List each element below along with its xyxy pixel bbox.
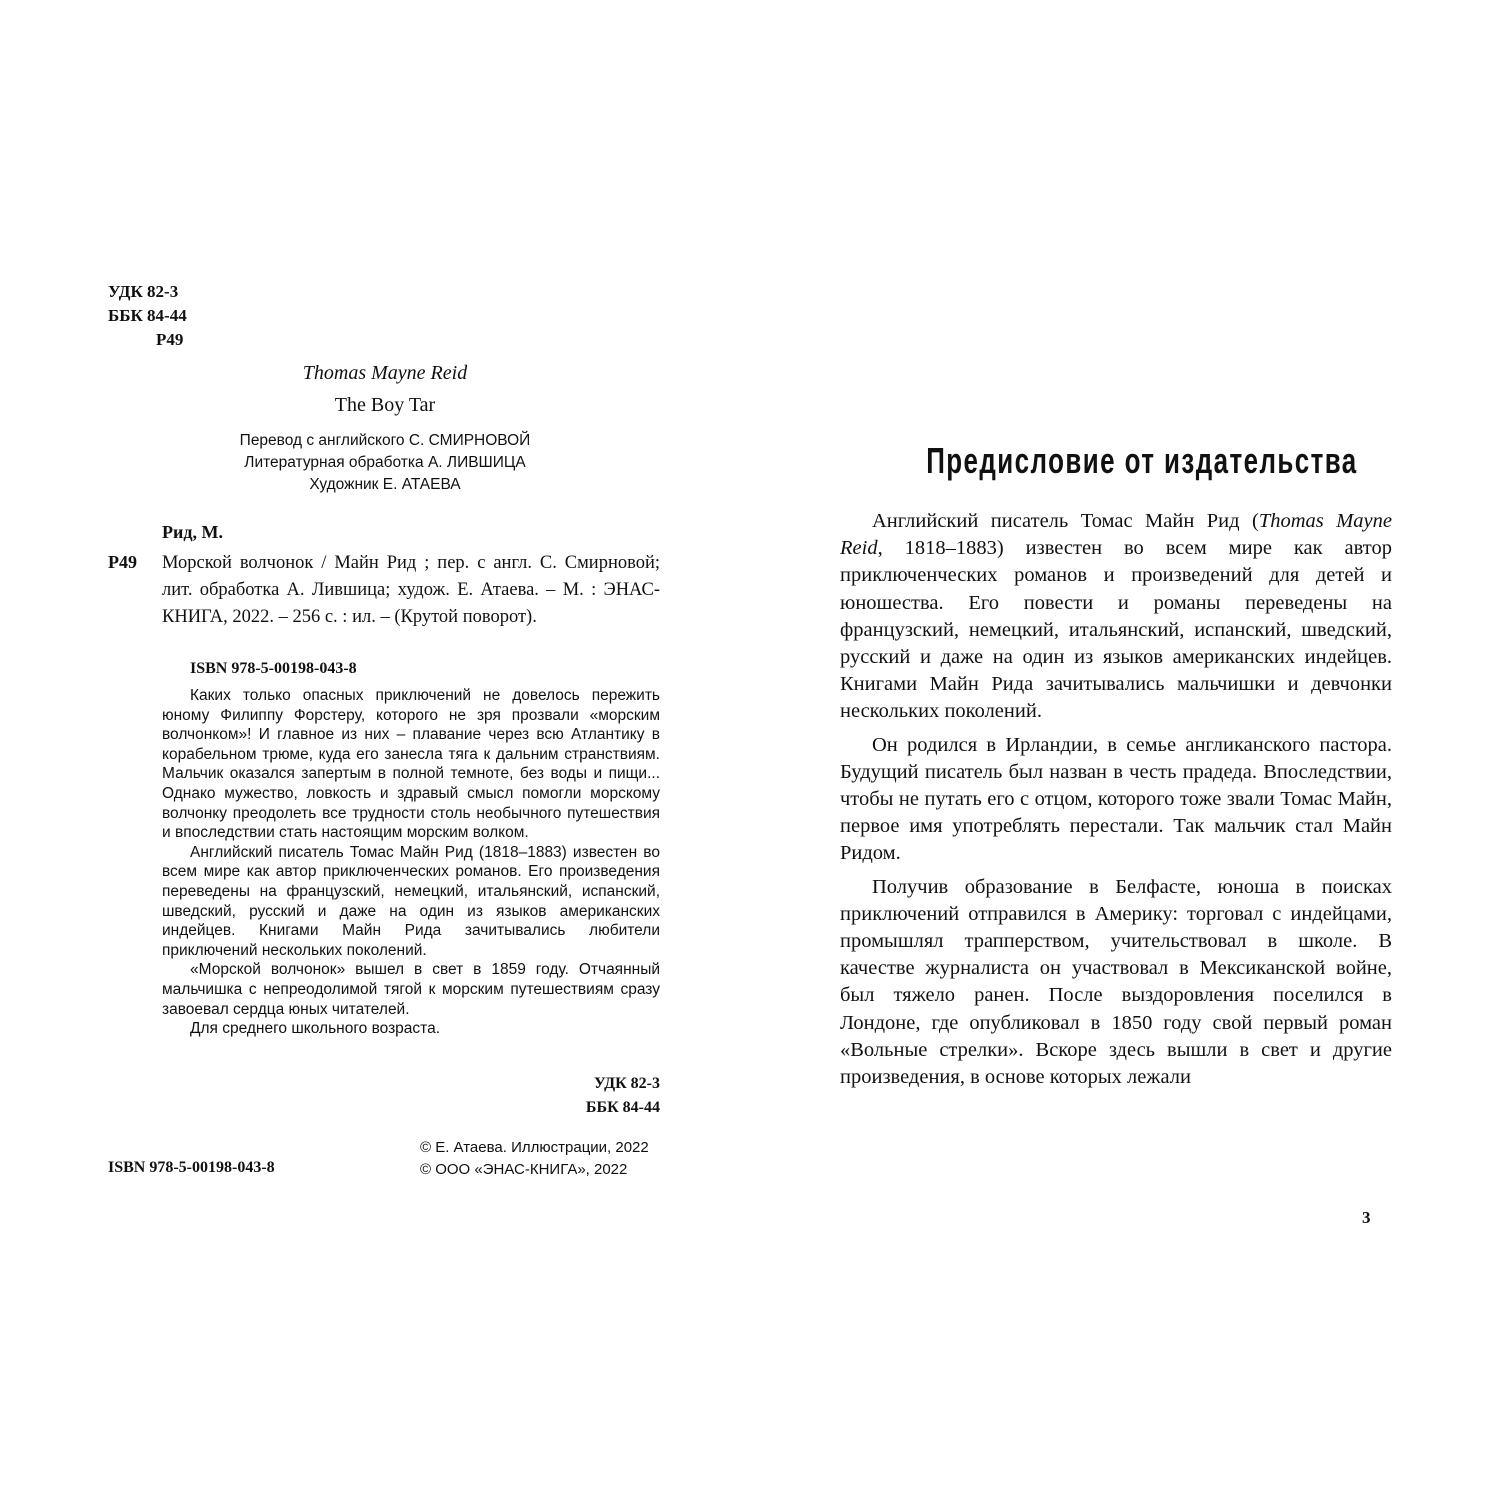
translator-credit: Перевод с английского С. СМИРНОВОЙ [239, 432, 531, 449]
copyright-block [420, 1137, 665, 1181]
editor-credit: Литературная обработка А. ЛИВШИЦА [244, 454, 526, 471]
classification-codes-bottom [586, 1072, 660, 1120]
page-number: 3 [1362, 1208, 1371, 1227]
credits [110, 430, 660, 496]
author-name-italic: Thomas Mayne Reid [840, 510, 1393, 560]
title-block [110, 360, 660, 496]
page-title: Предисловие от издательства [926, 440, 1358, 481]
paragraph-text: , 1818–1883) известен во всем мире как автор приключенческих романов и произведений для детей и юношества. Его повести и романы переведены на французский, немецкий, итальянский, испанский, шведский, русский и даже на один из языков американских индейцев. Книгами Майн Рида зачитывались мальчишки и девчонки нескольких поколений. [840, 537, 1392, 723]
bibliographic-code: Р49 [108, 552, 137, 572]
bibliographic-author: Рид, М. [162, 522, 223, 542]
right-page [750, 0, 1500, 1500]
annotation-paragraph: Для среднего школьного возраста. [190, 1020, 441, 1038]
bibliographic-description: Морской волчонок / Майн Рид ; пер. с англ. С. Смирновой; лит. обработка А. Лившица; худож. Е. Атаева. – М. : ЭНАС-КНИГА, 2022. – 256 с. : ил. – (Крутой поворот). [162, 553, 660, 627]
copyright-illustrations: © Е. Атаева. Иллюстрации, 2022 [420, 1139, 649, 1156]
isbn-bottom: ISBN 978-5-00198-043-8 [108, 1159, 275, 1176]
udk-code: УДК 82-3 [108, 282, 179, 301]
author-mark: Р49 [156, 330, 184, 349]
udk-code-bottom: УДК 82-3 [593, 1075, 660, 1092]
annotation-paragraph: «Морской волчонок» вышел в свет в 1859 году. Отчаянный мальчишка с непреодолимой тягой к морским путешествиям сразу завоевал сердца юных читателей. [162, 961, 660, 1018]
copyright-publisher: © ООО «ЭНАС-КНИГА», 2022 [420, 1161, 628, 1178]
illustrator-credit: Художник Е. АТАЕВА [309, 476, 461, 493]
paragraph-text: Английский писатель Томас Майн Рид ( [872, 510, 1259, 532]
bbk-code: ББК 84-44 [108, 306, 187, 325]
isbn: ISBN 978-5-00198-043-8 [190, 660, 357, 677]
classification-codes [108, 280, 187, 352]
preface-paragraph: Получив образование в Белфасте, юноша в поисках приключений отправился в Америку: торговал с индейцами, промышлял трапперством, учительствовал в школе. В качестве журналиста он участвовал в Мексиканской войне, был тяжело ранен. После выздоровления поселился в Лондоне, где опубликовал в 1850 году свой первый роман «Вольные стрелки». Вскоре здесь вышли в свет и другие произведения, в основе которых лежали [840, 875, 1392, 1089]
bbk-code-bottom: ББК 84-44 [585, 1099, 660, 1116]
original-title: The Boy Tar [334, 394, 436, 416]
preface-paragraph [840, 508, 1392, 726]
annotation [162, 686, 660, 1039]
preface-text [840, 508, 1392, 1097]
author-original-name: Thomas Mayne Reid [302, 362, 468, 384]
preface-paragraph: Он родился в Ирландии, в семье англиканского пастора. Будущий писатель был назван в честь прадеда. Впоследствии, чтобы не путать его с отцом, которого тоже звали Томас Майн, первое имя употреблять перестали. Так мальчик стал Майн Ридом. [840, 733, 1392, 865]
annotation-paragraph: Английский писатель Томас Майн Рид (1818–1883) известен во всем мире как автор приключенческих романов. Его произведения переведены на французский, немецкий, итальянский, испанский, шведский, русский и даже на один из языков американских индейцев. Книгами Майн Рида зачитывались любители приключений нескольких поколений. [162, 843, 660, 959]
annotation-paragraph: Каких только опасных приключений не довелось пережить юному Филиппу Форстеру, которого не зря прозвали «морским волчонком»! И главное из них – плавание через всю Атлантику в корабельном трюме, куда его занесла тяга к дальним странствиям. Мальчик оказался запертым в полной темноте, без воды и пищи... Однако мужество, ловкость и здравый смысл помогли морскому волчонку преодолеть все трудности столь необычного путешествия и впоследствии стать настоящим морским волком. [162, 687, 660, 842]
